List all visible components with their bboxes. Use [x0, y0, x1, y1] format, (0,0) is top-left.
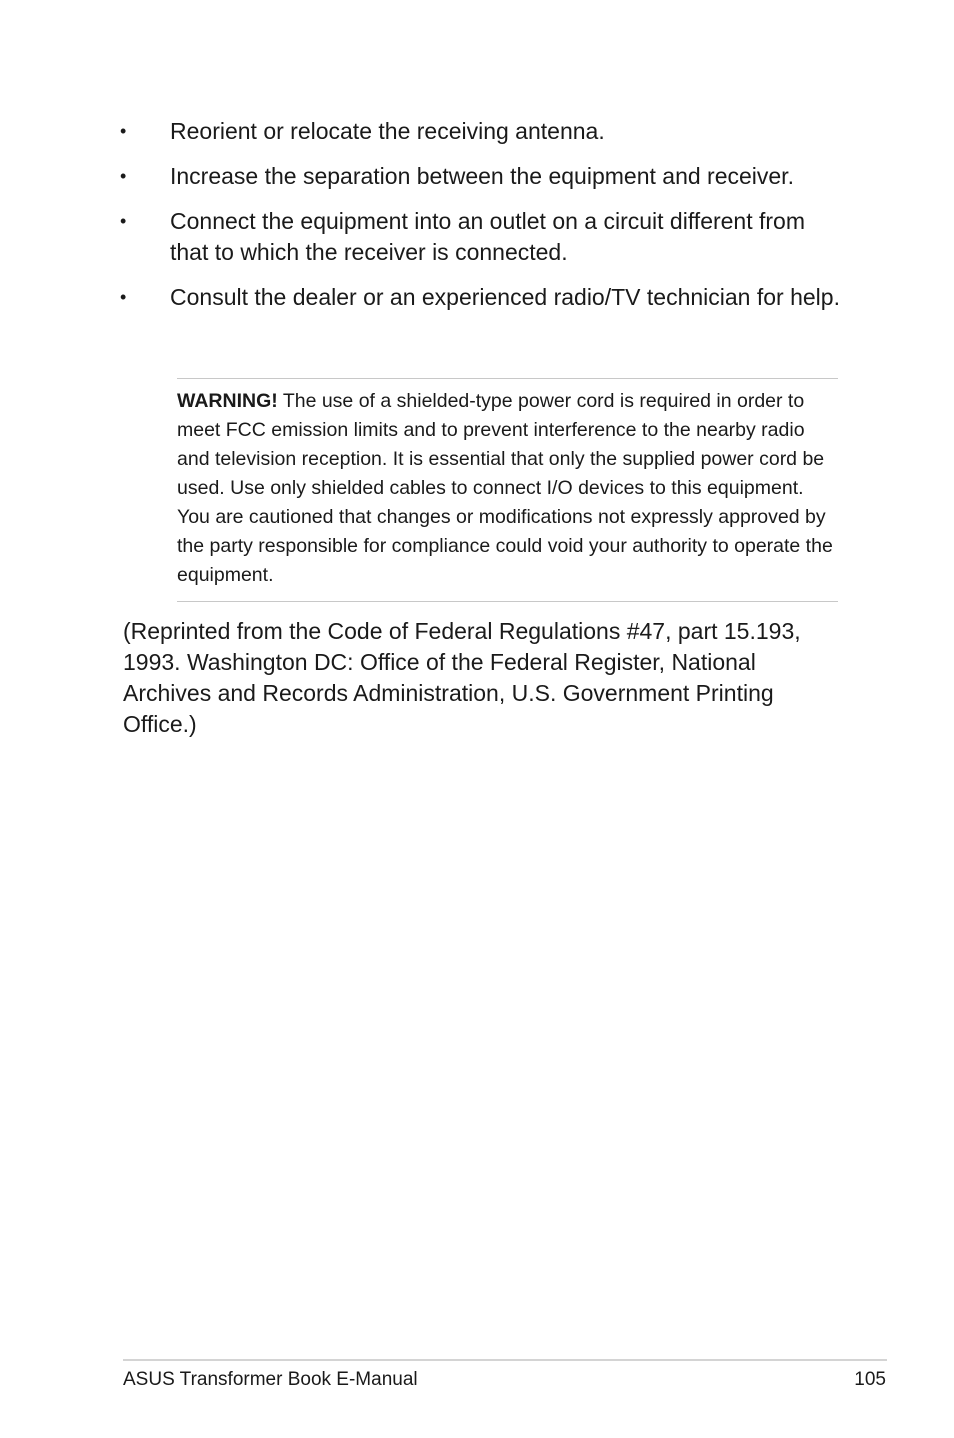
warning-text: The use of a shielded-type power cord is required in order to meet FCC emission limits and to prevent interference to the nearby radio and television reception. It is essential that only the supplied power cord be used. Use only shielded cables to connect I/O devices to this equipment. You are cautioned that changes or modifications not expressly approved by the party responsible for compliance could void your authority to operate the equipment.: [177, 390, 833, 586]
bullet-icon: •: [120, 287, 127, 307]
list-item: [118, 206, 848, 268]
bullet-icon: •: [120, 121, 127, 141]
list-item: [118, 282, 848, 313]
warning-label: WARNING!: [177, 390, 278, 412]
footer-manual-title: ASUS Transformer Book E-Manual: [123, 1369, 418, 1390]
warning-callout: [177, 378, 838, 602]
list-item-text: Connect the equipment into an outlet on a circuit different from that to which the receiver is connected.: [170, 208, 806, 265]
bullet-icon: •: [120, 166, 127, 186]
instruction-list: [118, 116, 848, 327]
list-item-text: Reorient or relocate the receiving antenna.: [170, 118, 605, 144]
footer-divider: [123, 1359, 887, 1361]
list-item: [118, 116, 848, 147]
page-number: 105: [854, 1369, 886, 1390]
list-item-text: Consult the dealer or an experienced radio/TV technician for help.: [170, 284, 840, 310]
reprint-note: (Reprinted from the Code of Federal Regulations #47, part 15.193, 1993. Washington DC: Office of the Federal Register, National Archives and Records Administration, U.S. Government Printing Office.): [123, 618, 801, 737]
bullet-icon: •: [120, 211, 127, 231]
list-item: [118, 161, 848, 192]
list-item-text: Increase the separation between the equipment and receiver.: [170, 163, 794, 189]
